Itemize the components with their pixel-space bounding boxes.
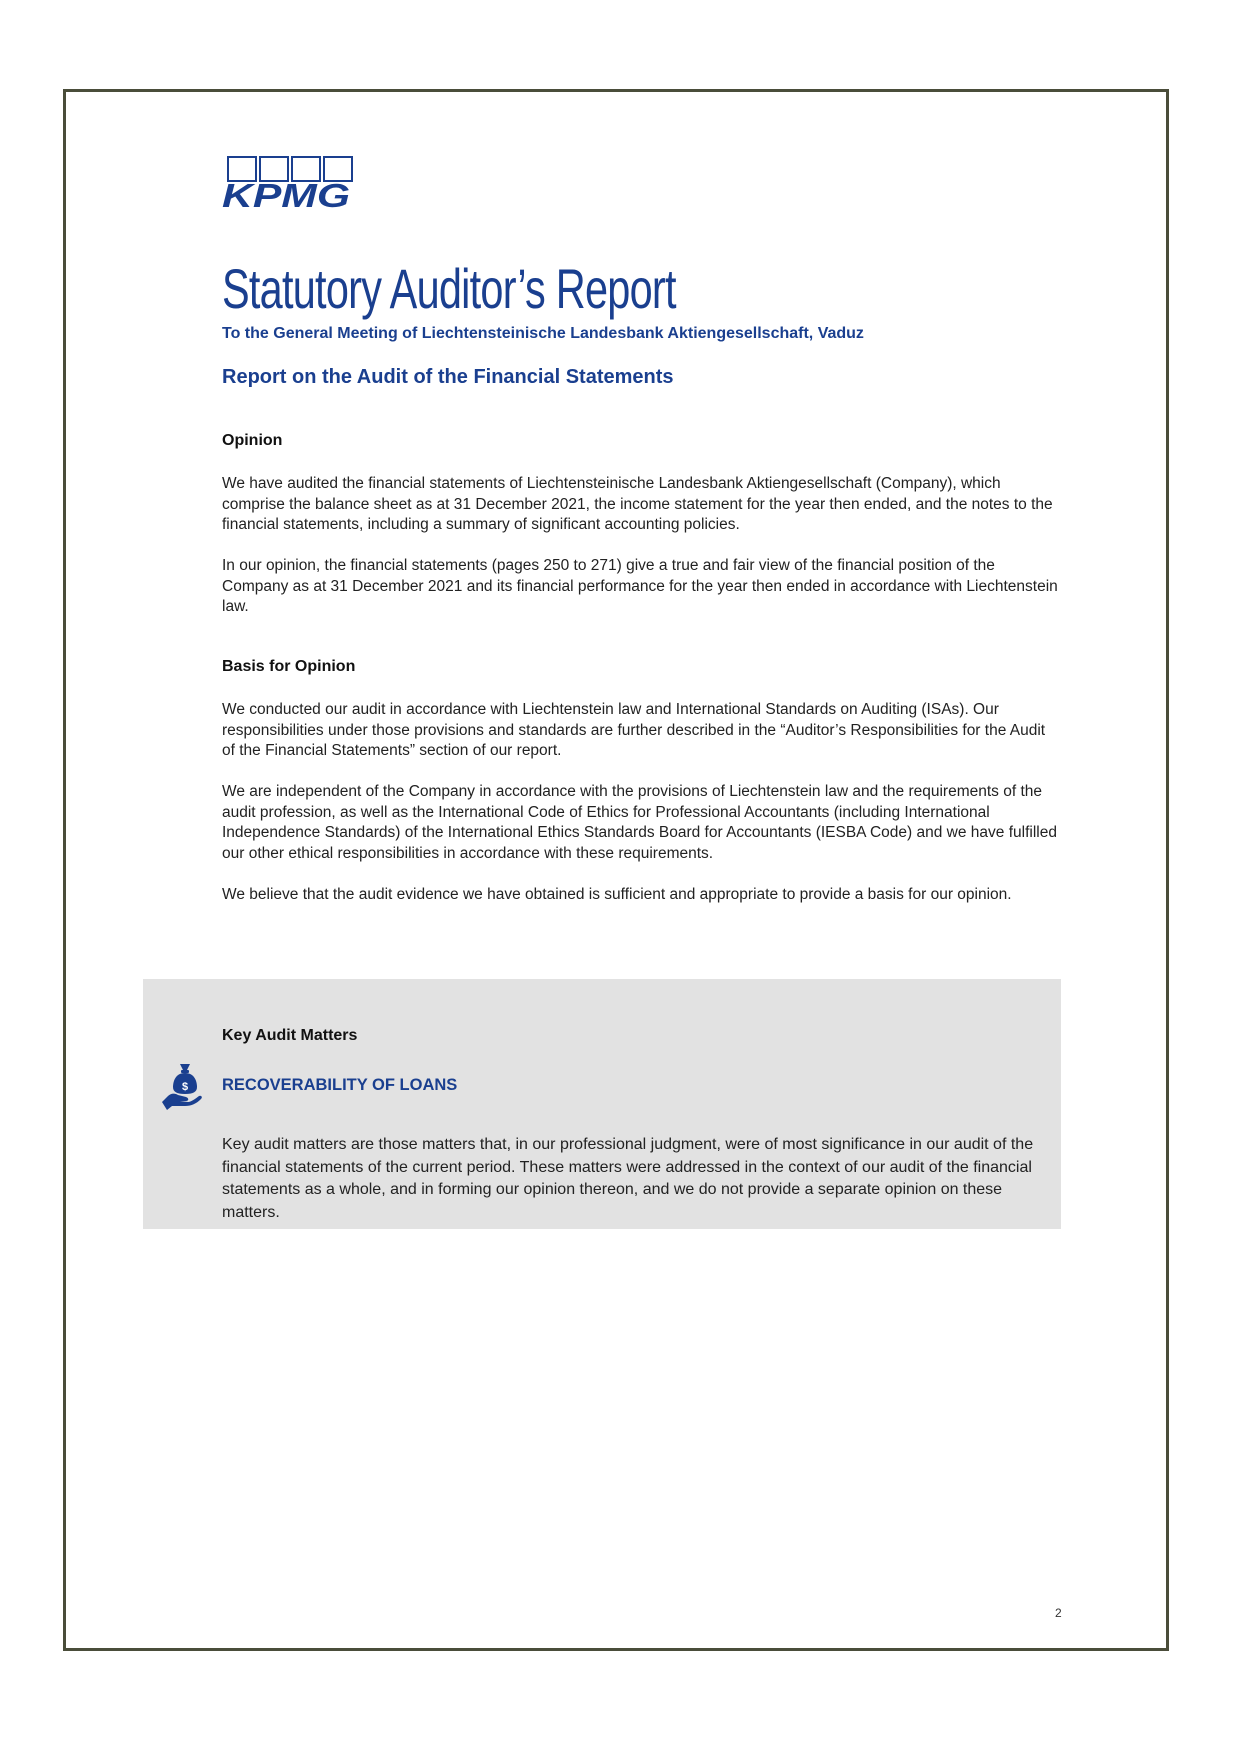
opinion-paragraph-2: In our opinion, the financial statements (pages 250 to 271) give a true and fair view of the financial position of the Company as at 31 December 2021 and its financial performance for the year then ended in accordance with Liechtenstein law. xyxy=(222,557,1058,615)
opinion-heading: Opinion xyxy=(222,432,283,449)
opinion-paragraph-1: We have audited the financial statements of Liechtensteinische Landesbank Aktiengesellschaft (Company), which comprise the balance sheet as at 31 December 2021, the income statement for the year then ended, and the notes to the financial statements, including a summary of significant accounting policies. xyxy=(222,475,1053,533)
report-title: Statutory Auditor’s Report xyxy=(222,257,676,320)
page-number: 2 xyxy=(1055,1606,1062,1620)
kam-heading: Key Audit Matters xyxy=(222,1027,358,1044)
basis-heading: Basis for Opinion xyxy=(222,658,356,675)
page-border xyxy=(63,89,1169,1651)
kpmg-logo xyxy=(222,155,358,211)
report-subtitle: To the General Meeting of Liechtensteinische Landesbank Aktiengesellschaft, Vaduz xyxy=(222,325,864,342)
section-title: Report on the Audit of the Financial Statements xyxy=(222,366,674,388)
kam-paragraph: Key audit matters are those matters that, in our professional judgment, were of most significance in our audit of the financial statements of the current period. These matters were addressed in the context of our audit of the financial statements as a whole, and in forming our opinion thereon, and we do not provide a separate opinion on these matters. xyxy=(222,1136,1034,1221)
basis-paragraph-1: We conducted our audit in accordance with Liechtenstein law and International Standards on Auditing (ISAs). Our responsibilities under those provisions and standards are further described in the “Auditor’s Responsibilities for the Audit of the Financial Statements” section of our report. xyxy=(222,701,1046,759)
basis-paragraph-3: We believe that the audit evidence we have obtained is sufficient and appropriate to provide a basis for our opinion. xyxy=(222,886,1012,903)
svg-text:$: $ xyxy=(181,1081,189,1093)
money-bag-hand-icon xyxy=(160,1062,206,1110)
basis-paragraph-2: We are independent of the Company in accordance with the provisions of Liechtenstein law and the requirements of the audit profession, as well as the International Code of Ethics for Professional Accountants (including International Independence Standards) of the International Ethics Standards Board for Accountants (IESBA Code) and we have fulfilled our other ethical responsibilities in accordance with these requirements. xyxy=(222,783,1057,862)
kam-item-title: RECOVERABILITY OF LOANS xyxy=(222,1076,458,1094)
logo-text: KPMG xyxy=(222,177,350,211)
